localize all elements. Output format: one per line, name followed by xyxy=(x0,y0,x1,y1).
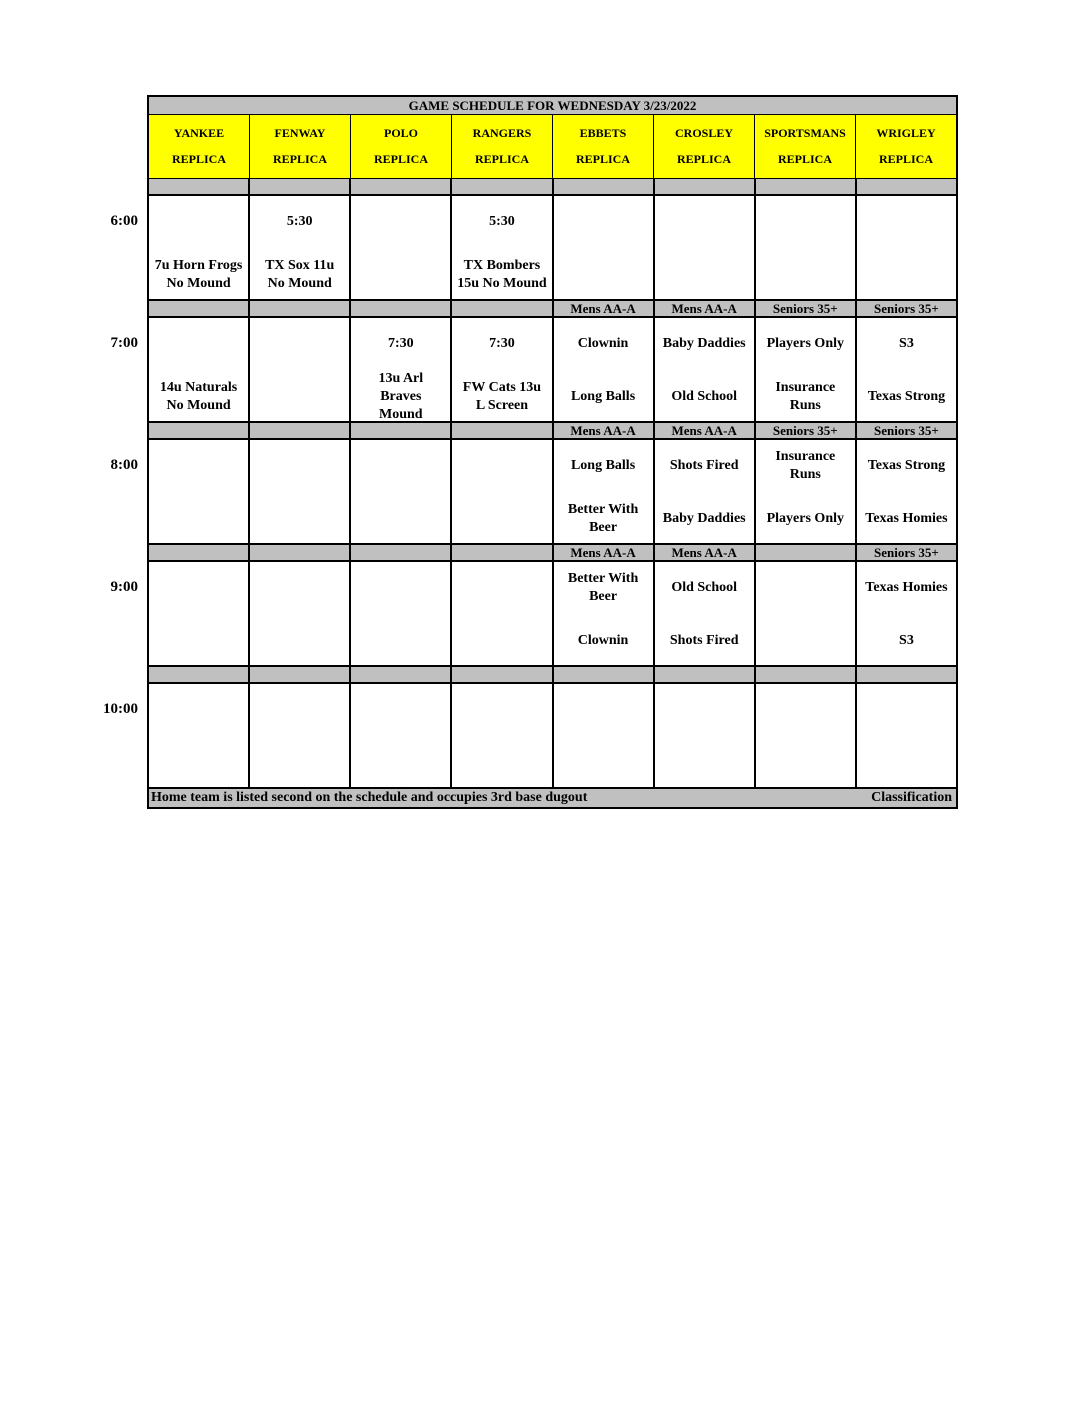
field-type: REPLICA xyxy=(777,151,832,166)
classification-cell xyxy=(149,545,250,560)
game-entry-top: 5:30 xyxy=(489,214,515,229)
classification-cell xyxy=(857,667,956,682)
time-label: 10:00 xyxy=(103,701,138,717)
game-cell xyxy=(554,318,655,421)
field-header-polo xyxy=(351,115,452,178)
game-entry-top: 7:30 xyxy=(387,336,414,351)
game-entry-bottom: Old School xyxy=(671,389,738,404)
field-type: REPLICA xyxy=(878,151,933,166)
game-cell xyxy=(655,684,756,787)
field-type: REPLICA xyxy=(171,151,226,166)
classification-cell xyxy=(452,301,553,316)
classification-cell: Mens AA-A xyxy=(655,301,756,316)
game-cell xyxy=(756,562,857,665)
field-header-sportsmans xyxy=(755,115,856,178)
field-header-wrigley xyxy=(856,115,956,178)
game-cell xyxy=(149,440,250,543)
game-entry-bottom: Better With Beer xyxy=(567,502,639,535)
game-entry-bottom: Baby Daddies xyxy=(662,511,746,526)
field-type: REPLICA xyxy=(474,151,529,166)
game-cell xyxy=(250,196,351,299)
field-header-yankee xyxy=(149,115,250,178)
game-cell xyxy=(149,196,250,299)
game-entry-top: Clownin xyxy=(577,336,629,351)
time-label: 7:00 xyxy=(110,335,138,351)
field-type: REPLICA xyxy=(272,151,327,166)
game-entry-top: Better With Beer xyxy=(567,571,639,604)
game-cell xyxy=(351,440,452,543)
time-slot-row xyxy=(147,196,958,301)
time-slot-row xyxy=(147,440,958,545)
game-entry-top: Texas Strong xyxy=(867,458,946,473)
classification-cell xyxy=(250,179,351,194)
field-type: REPLICA xyxy=(373,151,428,166)
classification-cell xyxy=(351,423,452,438)
game-cell xyxy=(756,684,857,787)
game-cell xyxy=(250,440,351,543)
field-header-crosley xyxy=(654,115,755,178)
classification-cell: Seniors 35+ xyxy=(857,301,956,316)
game-cell xyxy=(655,318,756,421)
game-entry-top: Shots Fired xyxy=(669,458,739,473)
game-entry-bottom: S3 xyxy=(899,633,914,648)
game-entry-top: 7:30 xyxy=(489,336,515,351)
game-cell xyxy=(351,562,452,665)
classification-row xyxy=(147,667,958,684)
game-cell xyxy=(452,440,553,543)
classification-cell xyxy=(351,667,452,682)
time-label: 9:00 xyxy=(110,579,138,595)
time-label: 8:00 xyxy=(110,457,138,473)
classification-cell xyxy=(756,545,857,560)
game-entry-top: Players Only xyxy=(766,336,844,351)
field-header-fenway xyxy=(250,115,351,178)
game-cell xyxy=(250,318,351,421)
classification-cell: Mens AA-A xyxy=(554,301,655,316)
field-name: FENWAY xyxy=(274,126,326,141)
classification-cell: Seniors 35+ xyxy=(756,423,857,438)
schedule-footer xyxy=(147,789,958,809)
classification-cell: Mens AA-A xyxy=(554,545,655,560)
field-name: POLO xyxy=(383,126,418,141)
game-entry-bottom: Long Balls xyxy=(570,389,636,404)
time-label: 6:00 xyxy=(110,213,138,229)
field-name: YANKEE xyxy=(173,126,225,141)
classification-cell xyxy=(351,301,452,316)
field-header-row xyxy=(147,115,958,179)
classification-row xyxy=(147,179,958,196)
classification-cell xyxy=(149,423,250,438)
game-entry-bottom: 7u Horn Frogs No Mound xyxy=(154,258,243,291)
game-cell xyxy=(554,562,655,665)
field-name: CROSLEY xyxy=(674,126,733,141)
schedule-sheet xyxy=(147,95,958,809)
game-cell xyxy=(452,684,553,787)
classification-cell xyxy=(250,545,351,560)
game-entry-bottom: Texas Strong xyxy=(867,389,946,404)
game-cell xyxy=(351,318,452,421)
game-cell xyxy=(149,684,250,787)
field-header-ebbets xyxy=(553,115,654,178)
classification-cell xyxy=(554,667,655,682)
game-entry-bottom: Clownin xyxy=(577,633,629,648)
classification-cell xyxy=(655,667,756,682)
game-cell xyxy=(857,684,956,787)
schedule-title: GAME SCHEDULE FOR WEDNESDAY 3/23/2022 xyxy=(147,95,958,115)
classification-cell xyxy=(149,179,250,194)
game-cell xyxy=(857,196,956,299)
game-cell xyxy=(857,318,956,421)
classification-cell: Mens AA-A xyxy=(655,423,756,438)
game-entry-top: S3 xyxy=(899,336,914,351)
classification-cell: Seniors 35+ xyxy=(857,423,956,438)
time-slots xyxy=(147,179,958,789)
game-entry-bottom: Texas Homies xyxy=(865,511,948,526)
classification-cell: Seniors 35+ xyxy=(756,301,857,316)
field-name: SPORTSMANS xyxy=(764,126,846,141)
time-slot-row xyxy=(147,684,958,789)
classification-cell xyxy=(857,179,956,194)
game-cell xyxy=(857,562,956,665)
game-cell xyxy=(250,562,351,665)
classification-cell xyxy=(351,545,452,560)
footer-classification-label: Classification xyxy=(871,790,952,805)
classification-cell xyxy=(351,179,452,194)
classification-cell xyxy=(452,667,553,682)
classification-cell xyxy=(149,301,250,316)
game-entry-bottom: FW Cats 13u L Screen xyxy=(462,380,542,413)
field-type: REPLICA xyxy=(676,151,731,166)
game-entry-top: 5:30 xyxy=(286,214,313,229)
field-name: EBBETS xyxy=(579,126,627,141)
game-cell xyxy=(554,196,655,299)
game-cell xyxy=(554,684,655,787)
game-cell xyxy=(655,440,756,543)
game-entry-bottom: TX Sox 11u No Mound xyxy=(265,258,335,291)
game-entry-bottom: Insurance Runs xyxy=(775,380,836,413)
game-cell xyxy=(655,562,756,665)
field-name: WRIGLEY xyxy=(876,126,936,141)
classification-cell: Mens AA-A xyxy=(655,545,756,560)
classification-cell xyxy=(452,423,553,438)
game-cell xyxy=(756,440,857,543)
game-cell xyxy=(857,440,956,543)
game-cell xyxy=(452,318,553,421)
game-cell xyxy=(452,196,553,299)
game-cell xyxy=(351,684,452,787)
game-entry-bottom: Shots Fired xyxy=(669,633,739,648)
game-entry-top: Baby Daddies xyxy=(662,336,746,351)
game-cell xyxy=(756,196,857,299)
classification-cell xyxy=(756,179,857,194)
time-slot-row xyxy=(147,562,958,667)
game-cell xyxy=(149,562,250,665)
classification-cell xyxy=(149,667,250,682)
classification-cell xyxy=(452,545,553,560)
footer-note: Home team is listed second on the schedule and occupies 3rd base dugout xyxy=(151,790,588,805)
game-cell xyxy=(250,684,351,787)
field-type: REPLICA xyxy=(575,151,630,166)
game-entry-bottom: Players Only xyxy=(766,511,844,526)
classification-row xyxy=(147,423,958,440)
game-cell xyxy=(452,562,553,665)
game-entry-top: Old School xyxy=(671,580,738,595)
classification-cell xyxy=(250,301,351,316)
game-cell xyxy=(554,440,655,543)
game-entry-top: Insurance Runs xyxy=(775,449,836,482)
game-entry-bottom: 13u Arl Braves Mound xyxy=(378,371,424,422)
game-entry-top: Texas Homies xyxy=(865,580,948,595)
field-name: RANGERS xyxy=(472,126,532,141)
time-slot-row xyxy=(147,318,958,423)
classification-cell xyxy=(452,179,553,194)
game-entry-top: Long Balls xyxy=(570,458,636,473)
game-cell xyxy=(149,318,250,421)
game-entry-bottom: TX Bombers 15u No Mound xyxy=(457,258,547,291)
game-entry-bottom: 14u Naturals No Mound xyxy=(159,380,238,413)
classification-cell xyxy=(554,179,655,194)
classification-row xyxy=(147,301,958,318)
game-cell xyxy=(351,196,452,299)
classification-cell: Seniors 35+ xyxy=(857,545,956,560)
classification-cell xyxy=(250,423,351,438)
game-cell xyxy=(655,196,756,299)
classification-cell xyxy=(655,179,756,194)
classification-cell xyxy=(250,667,351,682)
classification-row xyxy=(147,545,958,562)
game-cell xyxy=(756,318,857,421)
field-header-rangers xyxy=(452,115,553,178)
classification-cell xyxy=(756,667,857,682)
classification-cell: Mens AA-A xyxy=(554,423,655,438)
